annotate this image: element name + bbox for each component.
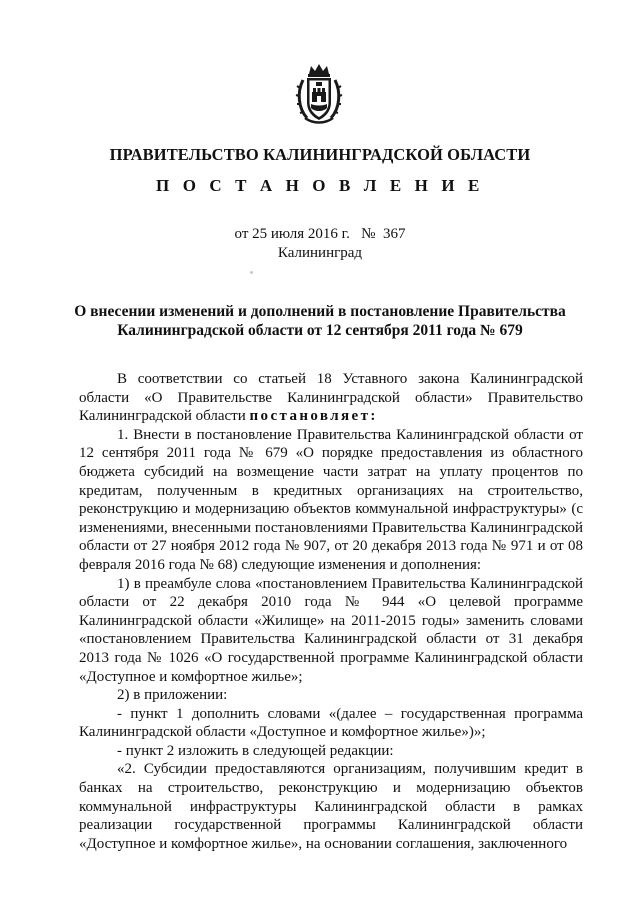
paragraph-point-2: - пункт 2 изложить в следующей редакции: xyxy=(117,742,394,759)
government-title: ПРАВИТЕЛЬСТВО КАЛИНИНГРАДСКОЙ ОБЛАСТИ xyxy=(109,145,531,164)
preamble-text: В соответствии со статьей 18 Уставного закона Калининградской области «О Правительстве Калининградской области» Правительство Калининградской области xyxy=(79,371,583,425)
scan-speck xyxy=(250,271,253,274)
document-date: 25 июля 2016 г. xyxy=(252,226,350,242)
date-prefix: от xyxy=(234,226,249,242)
paragraph-point-1: - пункт 1 дополнить словами «(далее – государственная программа Калининградской области «Доступное и комфортное жилье»)»; xyxy=(79,705,583,741)
document-city: Калининград xyxy=(277,245,363,261)
paragraph-subitem-1: 1) в преамбуле слова «постановлением Правительства Калининградской области от 22 декабря 2010 года № 944 «О целевой программе Калининградской области «Жилище» на 2011-2015 годы» заменить словами «постановлением Правительства Калининградской области от 31 декабря 2013 года № 1026 «О государственной программе Калининградской области «Доступное и комфортное жилье»; xyxy=(79,575,583,685)
document-date-line xyxy=(0,226,640,243)
paragraph-subitem-2: 2) в приложении: xyxy=(117,687,228,704)
decree-word: постановляет: xyxy=(249,408,378,425)
number-sign: № xyxy=(361,226,376,242)
document-subject: О внесении изменений и дополнений в постановление Правительства Калининградской области от 12 сентября 2011 года № 679 xyxy=(74,303,566,339)
paragraph-preamble xyxy=(79,370,583,426)
document-type: П О С Т А Н О В Л Е Н И Е xyxy=(156,176,484,195)
paragraph-new-text: «2. Субсидии предоставляются организациям, получившим кредит в банках на строительство, реконструкцию и модернизацию объектов коммунальной инфраструктуры Калининградской области в рамках реализации государственной программы Калининградской области «Доступное и комфортное жилье», на основании соглашения, заключенного xyxy=(79,761,583,852)
document-body xyxy=(79,370,583,853)
coat-of-arms-icon xyxy=(295,62,343,126)
document-number: 367 xyxy=(382,226,406,242)
paragraph-item-1: 1. Внести в постановление Правительства Калининградской области от 12 сентября 2011 года № 679 «О порядке предоставления из областного бюджета субсидий на возмещение части затрат на уплату процентов по кредитам, полученным в кредитных организациях на строительство, реконструкцию и модернизацию объектов коммунальной инфраструктуры» (с изменениями, внесенными постановлениями Правительства Калининградской области от 27 ноября 2012 года № 907, от 20 декабря 2013 года № 971 и от 08 февраля 2016 года № 68) следующие изменения и дополнения: xyxy=(79,426,583,573)
